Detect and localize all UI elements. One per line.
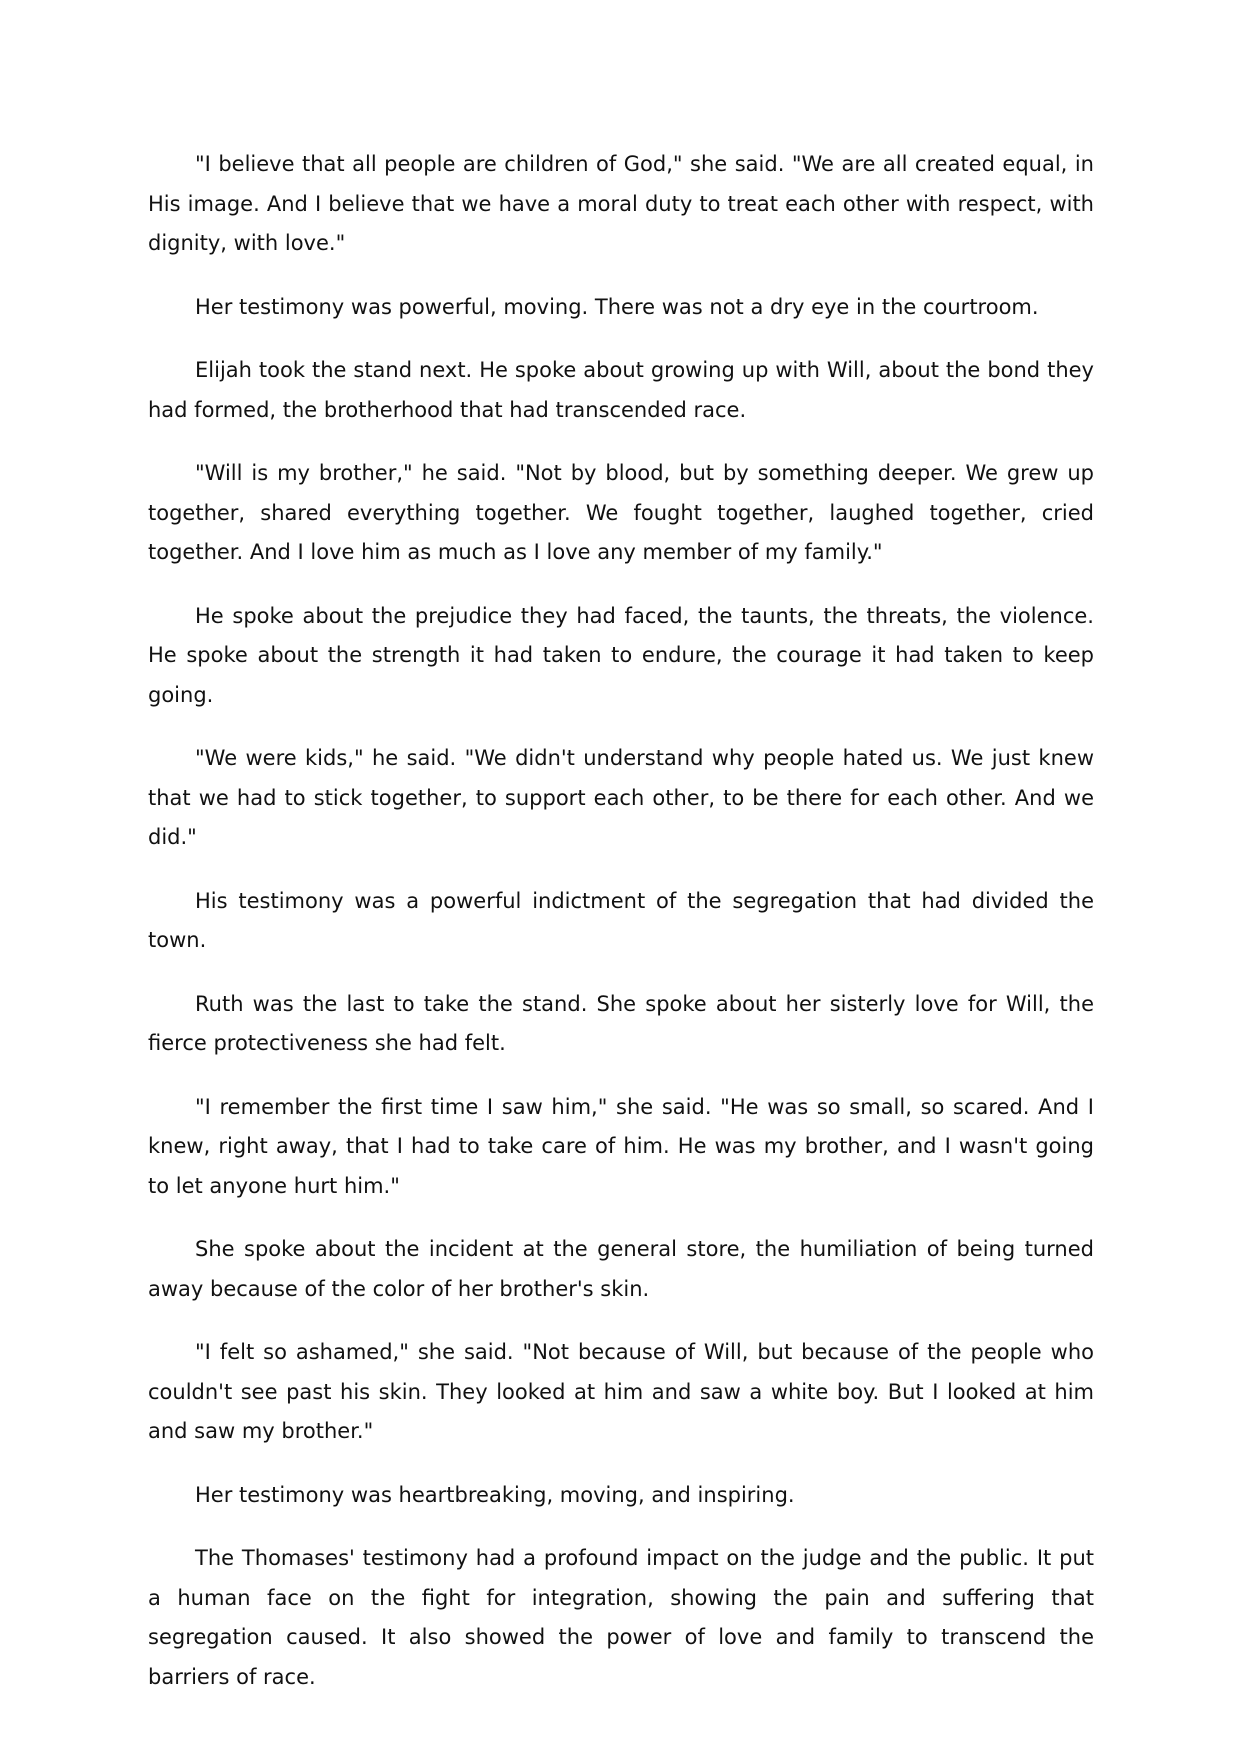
- paragraph: "Will is my brother," he said. "Not by blood, but by something deeper. We grew up together, shared everything together. We fought together, laughed together, cried together. And I love him as much as I love any member of my family.": [148, 461, 1094, 564]
- paragraph: She spoke about the incident at the general store, the humiliation of being turned away because of the color of her brother's skin.: [148, 1237, 1094, 1301]
- paragraph: His testimony was a powerful indictment of the segregation that had divided the town.: [148, 888, 1094, 952]
- paragraph: "We were kids," he said. "We didn't understand why people hated us. We just knew that we had to stick together, to support each other, to be there for each other. And we did.": [148, 746, 1094, 849]
- paragraph: "I remember the first time I saw him," she said. "He was so small, so scared. And I knew, right away, that I had to take care of him. He was my brother, and I wasn't going to let anyone hurt him.": [148, 1094, 1094, 1198]
- document-page: [148, 145, 1094, 1721]
- paragraph: The Thomases' testimony had a profound impact on the judge and the public. It put a human face on the fight for integration, showing the pain and suffering that segregation caused. It also showed the power of love and family to transcend the barriers of race.: [148, 1546, 1094, 1689]
- paragraph: Elijah took the stand next. He spoke about growing up with Will, about the bond they had formed, the brotherhood that had transcended race.: [148, 358, 1094, 422]
- paragraph: Her testimony was heartbreaking, moving, and inspiring.: [195, 1482, 795, 1507]
- paragraph: "I believe that all people are children of God," she said. "We are all created equal, in His image. And I believe that we have a moral duty to treat each other with respect, with dignity, with love.": [148, 152, 1094, 255]
- paragraph: He spoke about the prejudice they had faced, the taunts, the threats, the violence. He spoke about the strength it had taken to endure, the courage it had taken to keep going.: [148, 603, 1094, 707]
- paragraph: "I felt so ashamed," she said. "Not because of Will, but because of the people who couldn't see past his skin. They looked at him and saw a white boy. But I looked at him and saw my brother.": [148, 1340, 1094, 1443]
- paragraph: Ruth was the last to take the stand. She spoke about her sisterly love for Will, the fierce protectiveness she had felt.: [148, 991, 1094, 1055]
- paragraph: Her testimony was powerful, moving. There was not a dry eye in the courtroom.: [195, 294, 1039, 319]
